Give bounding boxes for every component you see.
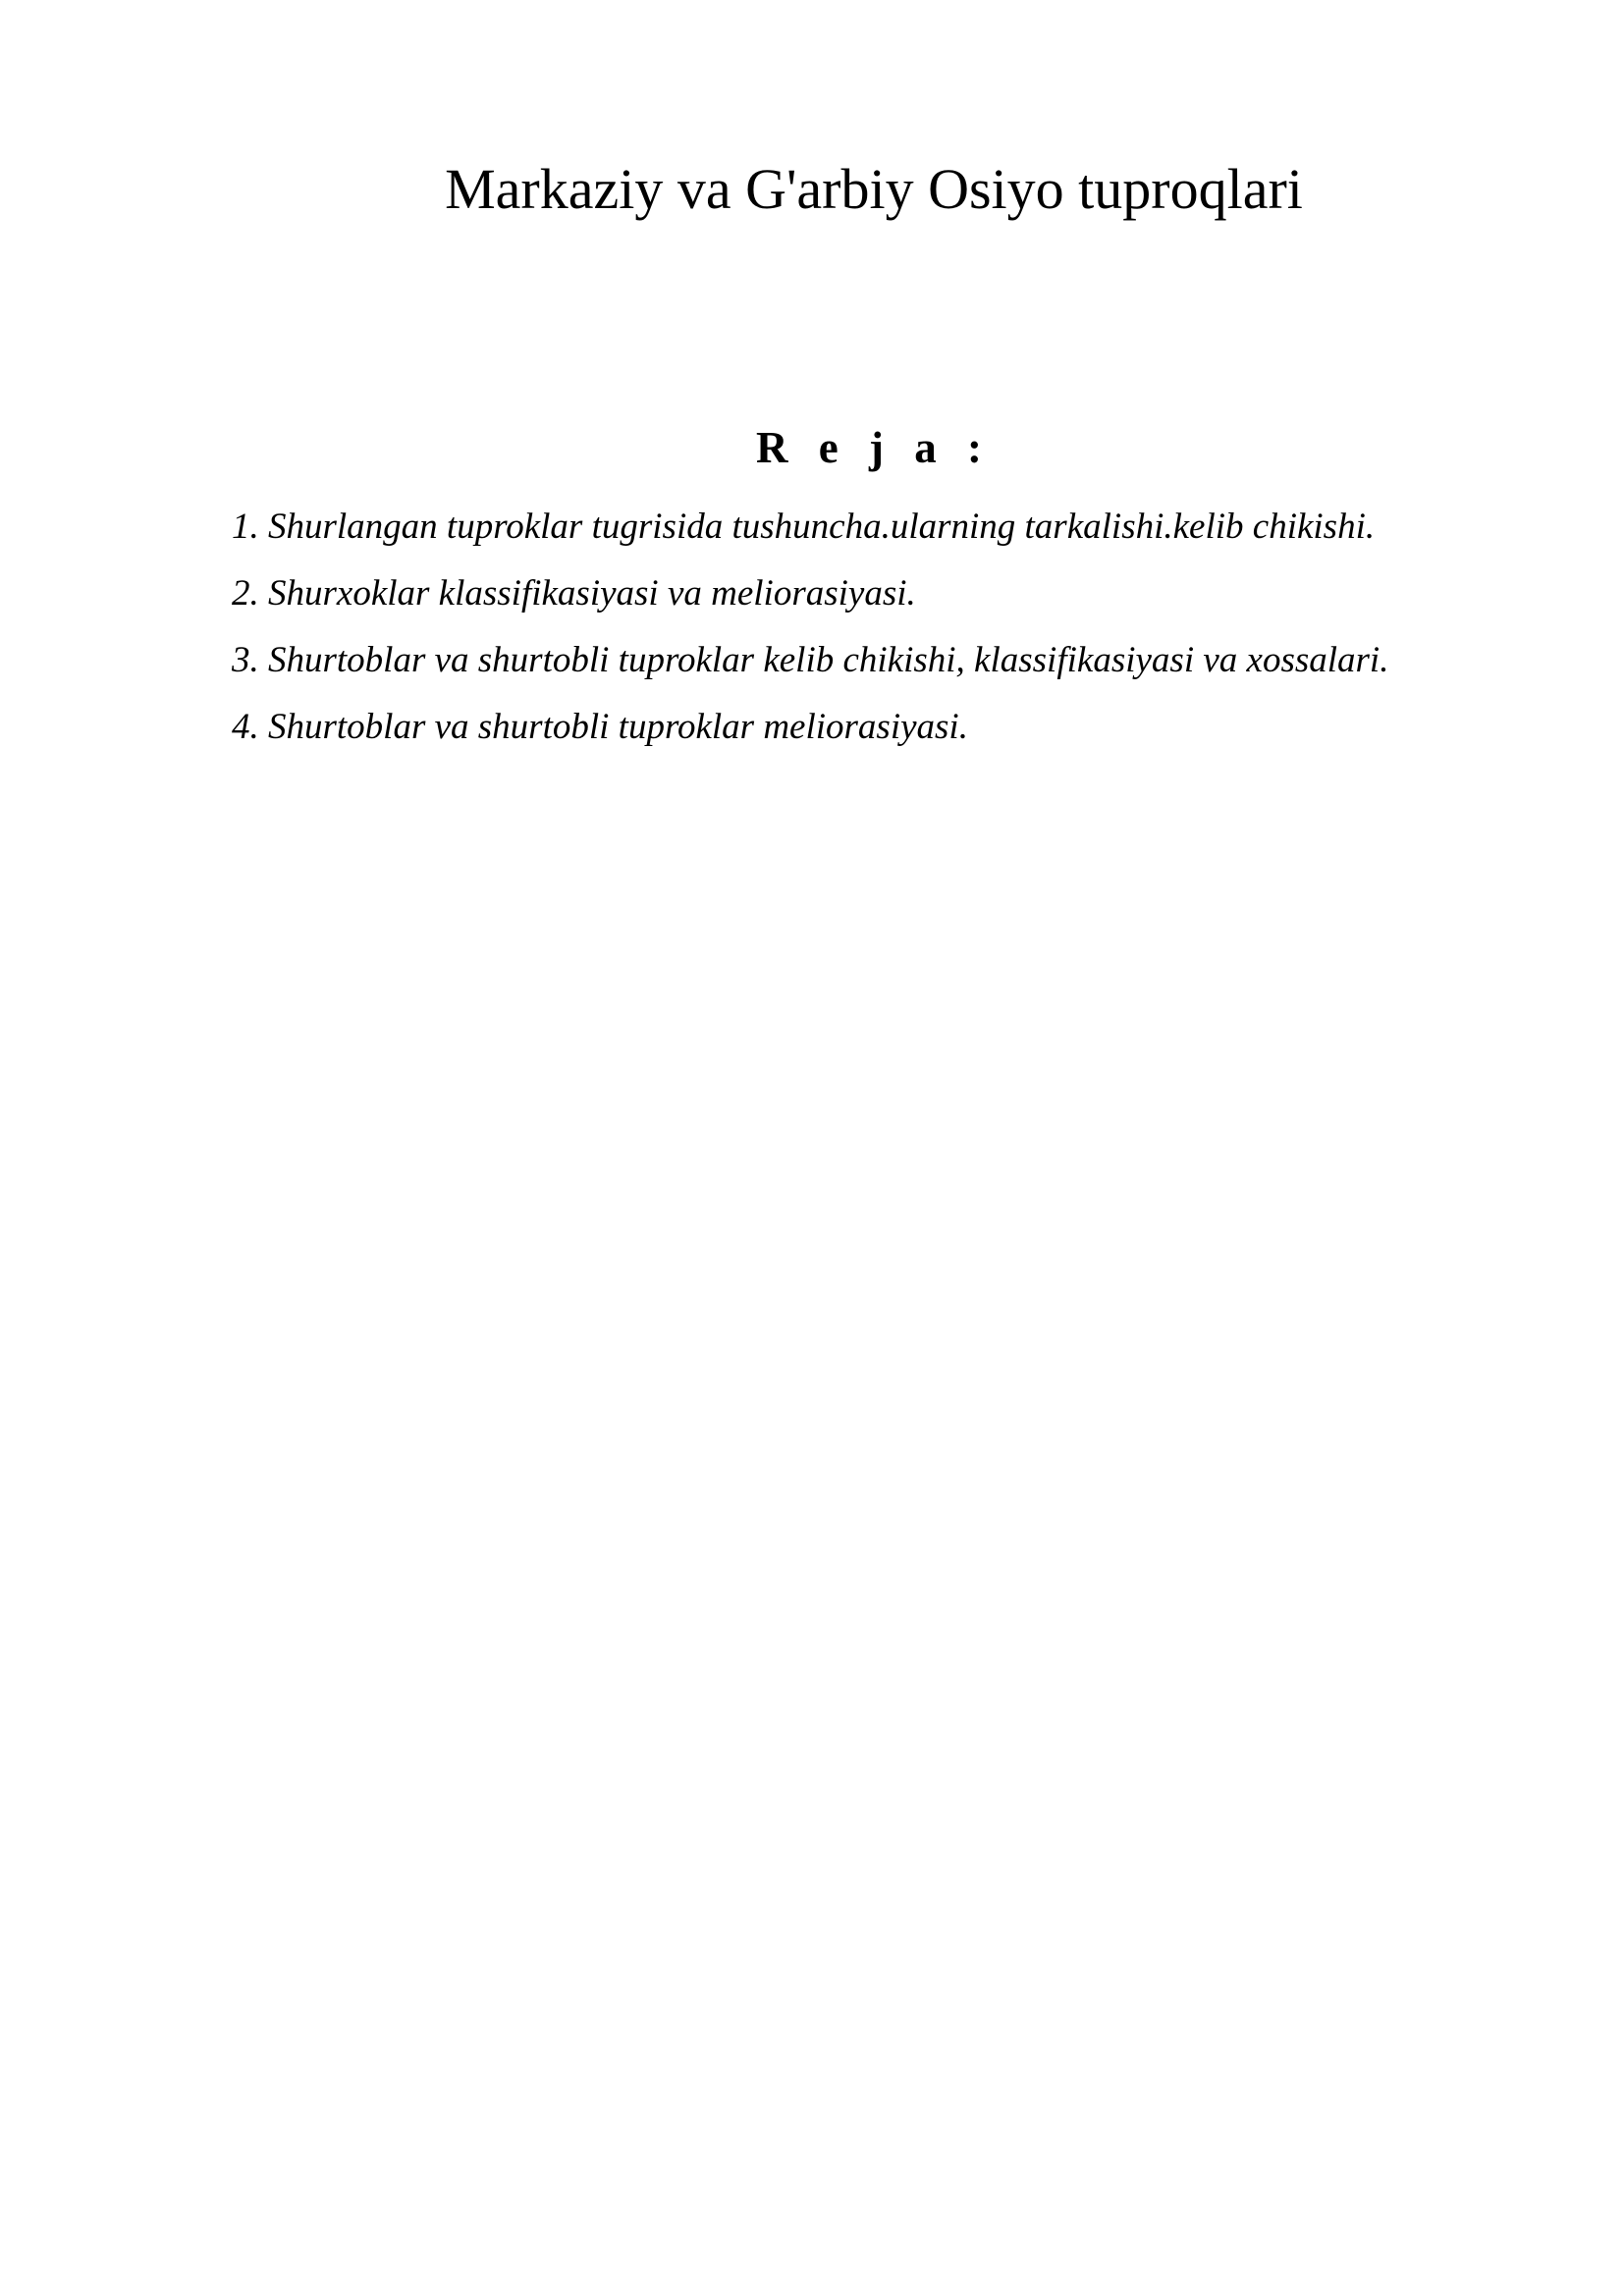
plan-item-3: 3. Shurtoblar va shurtobli tuproklar kelib chikishi, klassifikasiyasi va xossalari. (232, 640, 1389, 680)
plan-item-2: 2. Shurxoklar klassifikasiyasi va meliorasiyasi. (232, 573, 916, 614)
plan-item-1: 1. Shurlangan tuproklar tugrisida tushuncha.ularning tarkalishi.kelib chikishi. (232, 507, 1376, 547)
document-title: Markaziy va G'arbiy Osiyo tuproqlari (445, 157, 1303, 221)
plan-list (232, 505, 1388, 772)
plan-heading: R e j a : (756, 423, 992, 472)
plan-item-4: 4. Shurtoblar va shurtobli tuproklar meliorasiyasi. (232, 707, 968, 747)
